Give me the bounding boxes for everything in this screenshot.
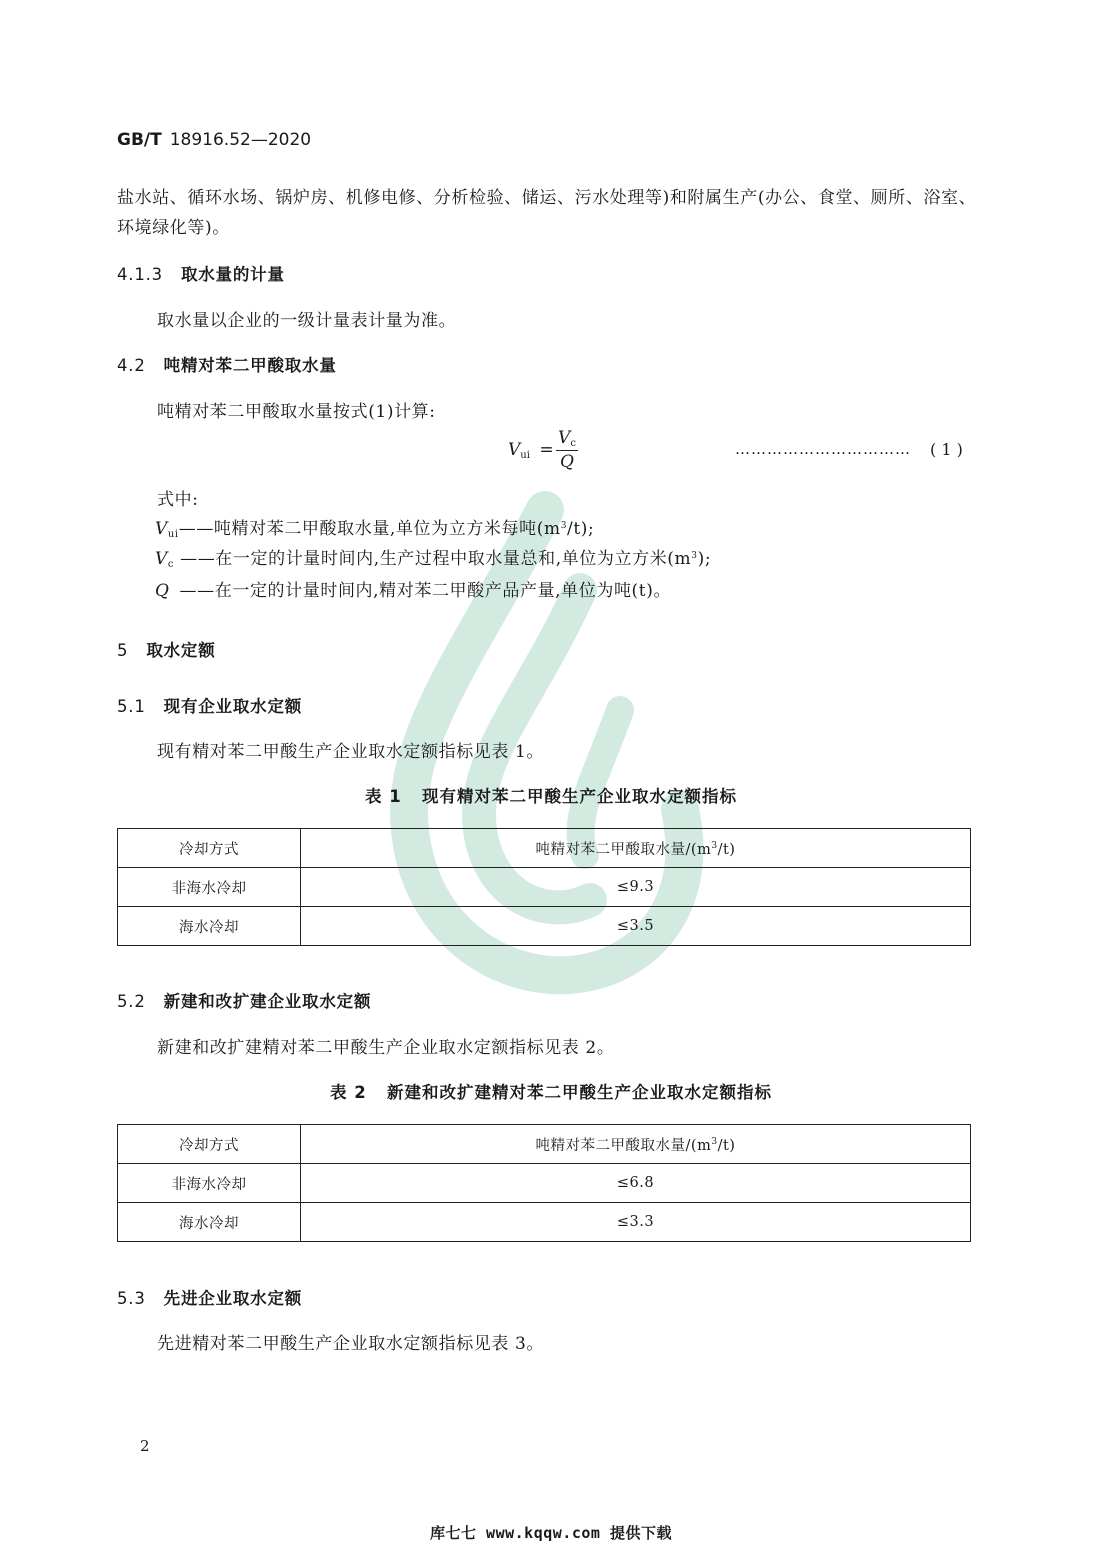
heading-5: 5 取水定额 (117, 641, 216, 660)
heading-5-3: 5.3 先进企业取水定额 (117, 1289, 303, 1308)
table-row (118, 868, 971, 907)
table-1 (117, 828, 971, 946)
cell-method: 海水冷却 (118, 907, 301, 946)
paragraph-4-2: 吨精对苯二甲酸取水量按式(1)计算: (157, 402, 436, 422)
heading-5-1: 5.1 现有企业取水定额 (117, 697, 303, 716)
definition-q: Q ——在一定的计量时间内,精对苯二甲酸产品产量,单位为吨(t)。 (155, 581, 672, 601)
cell-value: ≤3.3 (301, 1203, 971, 1242)
heading-4-1-3: 4.1.3 取水量的计量 (117, 265, 285, 284)
formula-number: ( 1 ) (930, 440, 963, 459)
header-cooling-method: 冷却方式 (118, 829, 301, 868)
table-row (118, 907, 971, 946)
header-water-intake: 吨精对苯二甲酸取水量$/(m^3/t)$ (301, 829, 971, 868)
table-header-row (118, 829, 971, 868)
cell-method: 海水冷却 (118, 1203, 301, 1242)
page-number: 2 (140, 1437, 150, 1455)
heading-5-2: 5.2 新建和改扩建企业取水定额 (117, 992, 372, 1011)
cell-method: 非海水冷却 (118, 868, 301, 907)
intro-line-2: 环境绿化等)。 (117, 218, 230, 238)
cell-method: 非海水冷却 (118, 1164, 301, 1203)
standard-code: GB/T 18916.52—2020 (117, 130, 312, 150)
definition-vc: $V_c$ ——在一定的计量时间内,生产过程中取水量总和,单位为立方米$(m^3)$; (155, 549, 712, 570)
heading-4-2: 4.2 吨精对苯二甲酸取水量 (117, 356, 337, 375)
cell-value: ≤3.5 (301, 907, 971, 946)
paragraph-5-3: 先进精对苯二甲酸生产企业取水定额指标见表 3。 (157, 1334, 545, 1354)
intro-line-1: 盐水站、循环水场、锅炉房、机修电修、分析检验、储运、污水处理等)和附属生产(办公、食堂、厕所、浴室、 (117, 188, 977, 208)
where-label: 式中: (157, 490, 199, 510)
paragraph-4-1-3: 取水量以企业的一级计量表计量为准。 (157, 311, 457, 331)
table-header-row (118, 1125, 971, 1164)
download-footer: 库七七 www.kqqw.com 提供下载 (430, 1524, 672, 1542)
formula-lhs: $V_{ui}$ = (508, 440, 554, 461)
definition-vui: $V_{ui}——$吨精对苯二甲酸取水量,单位为立方米每吨$(m^3/t)$; (155, 519, 595, 540)
header-cooling-method: 冷却方式 (118, 1125, 301, 1164)
paragraph-5-2: 新建和改扩建精对苯二甲酸生产企业取水定额指标见表 2。 (157, 1038, 615, 1058)
table-2-caption: 表 2 新建和改扩建精对苯二甲酸生产企业取水定额指标 (330, 1083, 772, 1102)
table-row (118, 1164, 971, 1203)
header-water-intake: 吨精对苯二甲酸取水量$/(m^3/t)$ (301, 1125, 971, 1164)
formula-leader-dots: …………………………… (735, 440, 911, 458)
cell-value: ≤9.3 (301, 868, 971, 907)
paragraph-5-1: 现有精对苯二甲酸生产企业取水定额指标见表 1。 (157, 742, 545, 762)
cell-value: ≤6.8 (301, 1164, 971, 1203)
table-1-caption: 表 1 现有精对苯二甲酸生产企业取水定额指标 (365, 787, 737, 806)
formula-fraction: $V_c$ Q (556, 428, 578, 472)
table-2 (117, 1124, 971, 1242)
table-row (118, 1203, 971, 1242)
